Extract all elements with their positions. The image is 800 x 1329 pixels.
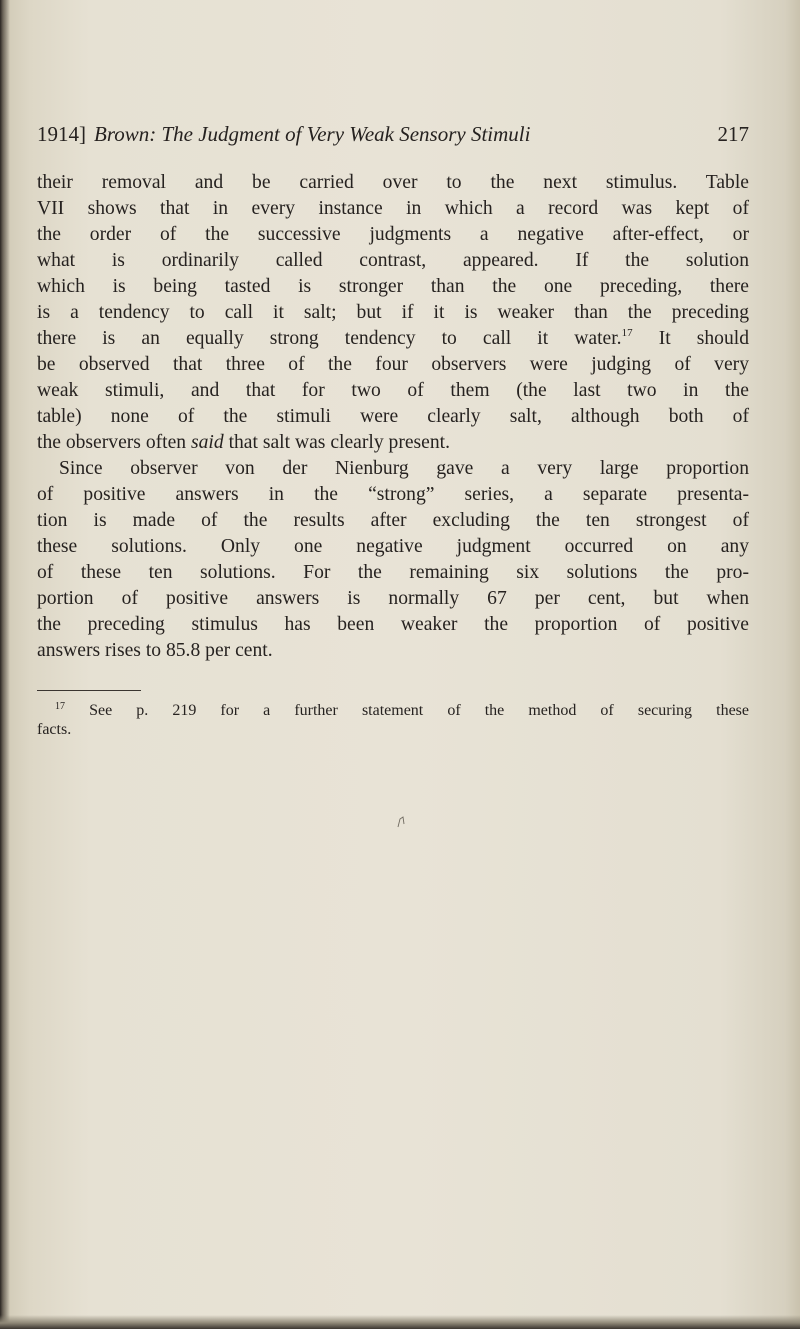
text-line: the order of the successive judgments a negative after-effect, or [37, 224, 749, 245]
running-header [37, 122, 749, 148]
text-line: tion is made of the results after excluding the ten strongest of [37, 510, 749, 531]
text-line [37, 326, 749, 352]
text-line: these solutions. Only one negative judgment occurred on any [37, 536, 749, 557]
header-title: Brown: The Judgment of Very Weak Sensory Stimuli [94, 122, 531, 146]
text-segment: that salt was clearly present. [228, 432, 450, 453]
text-segment: It should [658, 328, 749, 349]
text-line: VII shows that in every instance in which a record was kept of [37, 198, 749, 219]
text-line: which is being tasted is stronger than the one preceding, there [37, 276, 749, 297]
header-year: 1914] [37, 122, 86, 146]
page-bottom-edge [0, 1315, 800, 1329]
footnote-divider [37, 690, 141, 691]
text-line: of positive answers in the “strong” series, a separate presenta- [37, 484, 749, 505]
binding-shadow [0, 0, 10, 1329]
page-number: 217 [717, 122, 749, 146]
footnote-line: facts. [37, 721, 72, 738]
footnote [37, 701, 749, 739]
text-line [37, 430, 749, 456]
pencil-mark-icon [396, 815, 406, 829]
emphasis-word: said [190, 432, 224, 453]
text-line: table) none of the stimuli were clearly salt, although both of [37, 406, 749, 427]
text-segment: there is an equally strong tendency to call it water. [37, 328, 622, 349]
text-line: be observed that three of the four observers were judging of very [37, 354, 749, 375]
text-line: of these ten solutions. For the remaining six solutions the pro- [37, 562, 749, 583]
footnote-mark: 17 [55, 701, 65, 712]
text-line: weak stimuli, and that for two of them (the last two in the [37, 380, 749, 401]
footnote-reference: 17 [621, 327, 633, 339]
footnote-text: See p. 219 for a further statement of the method of securing these [89, 702, 749, 719]
text-line: what is ordinarily called contrast, appeared. If the solution [37, 250, 749, 271]
text-line: their removal and be carried over to the next stimulus. Table [37, 172, 749, 193]
footnote-line [37, 701, 749, 720]
text-line: the preceding stimulus has been weaker the proportion of positive [37, 614, 749, 635]
text-line: answers rises to 85.8 per cent. [37, 640, 273, 661]
body-text [37, 170, 749, 664]
text-line: portion of positive answers is normally 67 per cent, but when [37, 588, 749, 609]
text-line: Since observer von der Nienburg gave a very large proportion [59, 458, 749, 479]
text-segment: the observers often [37, 432, 187, 453]
text-line: is a tendency to call it salt; but if it is weaker than the preceding [37, 302, 749, 323]
